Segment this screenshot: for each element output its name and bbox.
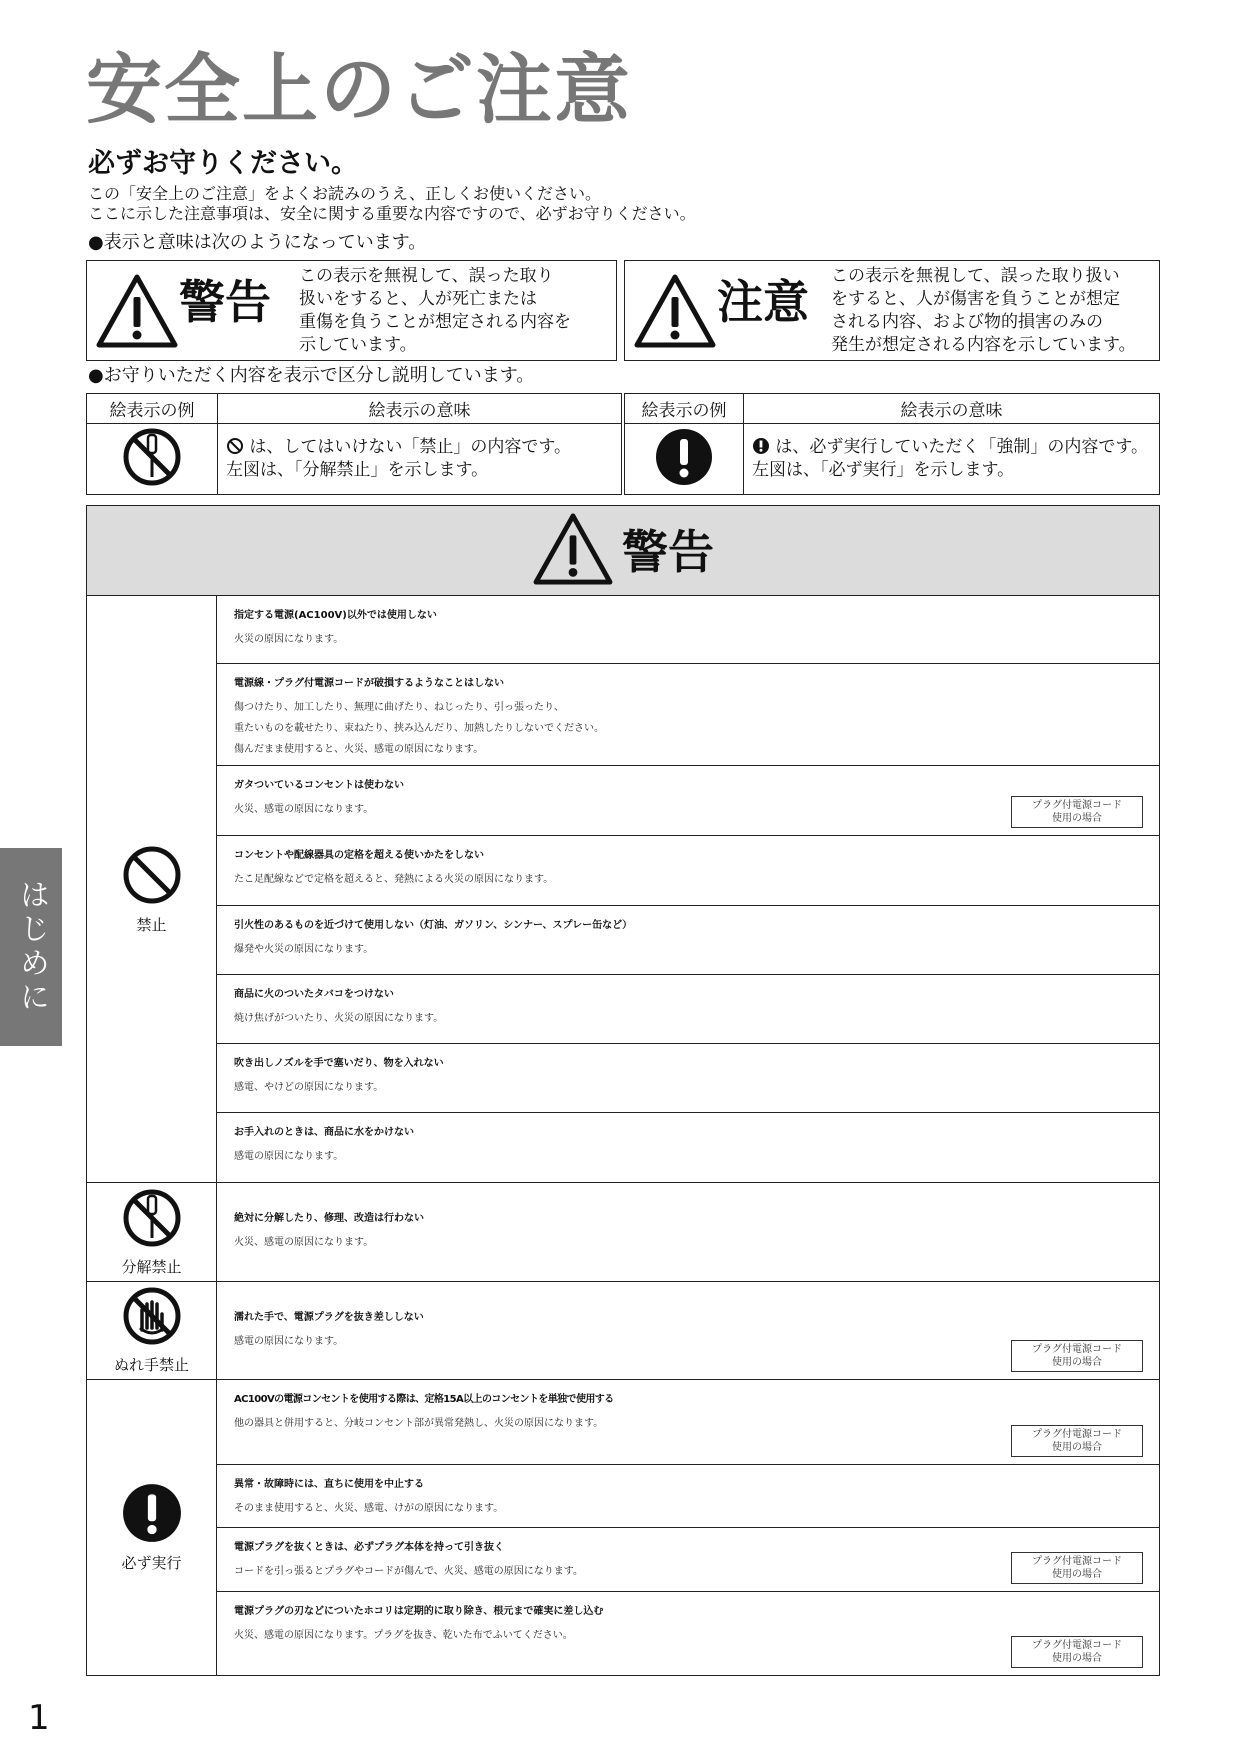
intro-line: この「安全上のご注意」をよくお読みのうえ、正しくお使いください。 xyxy=(88,184,601,203)
no-wet-hands-label: ぬれ手禁止 xyxy=(113,1356,189,1374)
mandatory-action-icon xyxy=(121,1482,183,1544)
item-heading: 電源プラグを抜くときは、必ずプラグ本体を持って引き抜く xyxy=(234,1542,504,1553)
item-description: 火災、感電の原因になります。プラグを抜き、乾いた布でふいてください。 xyxy=(234,1630,573,1641)
must-do-label: 必ず実行 xyxy=(121,1554,182,1572)
header-example: 絵表示の例 xyxy=(625,394,744,424)
item-description: 焼け焦げがついたり、火災の原因になります。 xyxy=(234,1013,444,1024)
mandatory-line2: 左図は、「必ず実行」を示します。 xyxy=(752,460,1015,480)
warning-item xyxy=(217,1282,1160,1380)
prohibit-line1: は、してはいけない「禁止」の内容です。 xyxy=(249,437,572,457)
warning-description xyxy=(299,265,571,357)
mandatory-symbol-table xyxy=(624,393,1160,495)
no-disassembly-example-cell xyxy=(87,424,218,495)
prohibit-label: 禁止 xyxy=(136,915,167,934)
no-wet-hands-icon xyxy=(122,1286,182,1346)
warning-item xyxy=(217,906,1160,975)
plug-cord-tag: プラグ付電源コード 使用の場合 xyxy=(1011,1425,1143,1457)
item-heading: ガタついているコンセントは使わない xyxy=(234,780,404,791)
intro-line: ここに示した注意事項は、安全に関する重要な内容ですので、必ずお守りください。 xyxy=(88,204,696,223)
item-description: 他の器具と併用すると、分岐コンセント部が異常発熱し、火災の原因になります。 xyxy=(234,1418,604,1429)
item-description: 火災、感電の原因になります。 xyxy=(234,1237,374,1248)
header-meaning: 絵表示の意味 xyxy=(744,394,1160,424)
warning-banner xyxy=(87,506,1160,596)
must-do-group-cell xyxy=(87,1380,217,1676)
warning-item xyxy=(217,836,1160,906)
warning-banner-title: 警告 xyxy=(622,524,714,579)
warning-word: 警告 xyxy=(179,275,271,329)
desc-line: 発生が想定される内容を示しています。 xyxy=(831,335,1136,355)
intro-text xyxy=(88,184,696,224)
warning-item xyxy=(217,1183,1160,1282)
subtitle: 必ずお守りください。 xyxy=(88,148,358,179)
item-description: 感電の原因になります。 xyxy=(234,1336,344,1347)
mandatory-example-cell xyxy=(625,424,744,495)
item-heading: AC100Vの電源コンセントを使用する際は、定格15A以上のコンセントを単独で使用する xyxy=(234,1394,614,1405)
item-description: コードを引っ張るとプラグやコードが傷んで、火災、感電の原因になります。 xyxy=(234,1566,583,1577)
item-description: たこ足配線などで定格を超えると、発熱による火災の原因になります。 xyxy=(234,874,554,885)
no-disassembly-group-cell xyxy=(87,1183,217,1282)
item-description: 火災の原因になります。 xyxy=(234,634,344,645)
section-side-tab: はじめに xyxy=(0,848,62,1046)
item-heading: 異常・故障時には、直ちに使用を中止する xyxy=(234,1479,424,1490)
warning-triangle-icon xyxy=(95,273,179,349)
warning-item xyxy=(217,1592,1160,1676)
desc-line: 重傷を負うことが想定される内容を xyxy=(299,312,571,332)
prohibit-symbol-table xyxy=(86,393,622,495)
no-wet-hands-group-cell xyxy=(87,1282,217,1380)
warning-item xyxy=(217,1044,1160,1113)
item-description: 重たいものを載せたり、束ねたり、挟み込んだり、加熱したりしないでください。 xyxy=(234,723,604,734)
plug-cord-tag: プラグ付電源コード 使用の場合 xyxy=(1011,1340,1143,1372)
header-example: 絵表示の例 xyxy=(87,394,218,424)
caution-triangle-icon xyxy=(633,273,717,349)
mandatory-small-icon xyxy=(752,437,770,455)
item-description: 感電の原因になります。 xyxy=(234,1151,344,1162)
item-heading: 指定する電源(AC100V)以外では使用しない xyxy=(234,610,437,621)
desc-line: この表示を無視して、誤った取り xyxy=(299,266,554,286)
page-number: 1 xyxy=(28,1698,50,1738)
prohibit-line2: 左図は、「分解禁止」を示します。 xyxy=(226,460,489,480)
item-description: 傷つけたり、加工したり、無理に曲げたり、ねじったり、引っ張ったり、 xyxy=(234,702,564,713)
desc-line: をすると、人が傷害を負うことが想定 xyxy=(831,289,1120,309)
prohibit-small-icon xyxy=(226,437,244,455)
page-title: 安全上のご注意 xyxy=(86,45,632,134)
prohibit-meaning xyxy=(218,424,622,495)
mandatory-action-icon xyxy=(654,427,714,487)
item-description: 爆発や火災の原因になります。 xyxy=(234,944,374,955)
warning-item xyxy=(217,596,1160,664)
item-description: 感電、やけどの原因になります。 xyxy=(234,1082,384,1093)
plug-cord-tag: プラグ付電源コード 使用の場合 xyxy=(1011,1552,1143,1584)
item-description: 火災、感電の原因になります。 xyxy=(234,804,374,815)
warning-table xyxy=(86,505,1160,1676)
no-disassembly-icon xyxy=(122,427,182,487)
item-heading: お手入れのときは、商品に水をかけない xyxy=(234,1127,414,1138)
item-heading: 吹き出しノズルを手で塞いだり、物を入れない xyxy=(234,1058,444,1069)
plug-cord-tag: プラグ付電源コード 使用の場合 xyxy=(1011,796,1143,828)
desc-line: される内容、および物的損害のみの xyxy=(831,312,1103,332)
warning-item xyxy=(217,766,1160,836)
warning-item xyxy=(217,1528,1160,1592)
header-meaning: 絵表示の意味 xyxy=(218,394,622,424)
item-heading: 電源線・プラグ付電源コードが破損するようなことはしない xyxy=(234,678,504,689)
warning-item xyxy=(217,1380,1160,1465)
no-disassembly-label: 分解禁止 xyxy=(121,1257,182,1276)
mandatory-line1: は、必ず実行していただく「強制」の内容です。 xyxy=(775,437,1149,457)
item-heading: 商品に火のついたタバコをつけない xyxy=(234,989,394,1000)
item-heading: コンセントや配線器具の定格を超える使いかたをしない xyxy=(234,850,484,861)
plug-cord-tag: プラグ付電源コード 使用の場合 xyxy=(1011,1636,1143,1668)
warning-item xyxy=(217,664,1160,766)
caution-legend-box xyxy=(624,260,1160,361)
item-description: 傷んだまま使用すると、火災、感電の原因になります。 xyxy=(234,744,484,755)
mandatory-meaning xyxy=(744,424,1160,495)
item-description: そのまま使用すると、火災、感電、けがの原因になります。 xyxy=(234,1503,504,1514)
caution-word: 注意 xyxy=(717,275,809,329)
warning-banner-icon xyxy=(532,512,614,586)
item-heading: 電源プラグの刃などについたホコリは定期的に取り除き、根元まで確実に差し込む xyxy=(234,1606,604,1617)
prohibit-icon xyxy=(121,844,183,906)
warning-item xyxy=(217,1465,1160,1528)
warning-item xyxy=(217,975,1160,1044)
symbols-bullet: ●お守りいただく内容を表示で区分し説明しています。 xyxy=(88,365,535,386)
legend-bullet: ●表示と意味は次のようになっています。 xyxy=(88,232,427,253)
item-heading: 絶対に分解したり、修理、改造は行わない xyxy=(234,1213,424,1224)
warning-legend-box xyxy=(86,260,617,361)
warning-item xyxy=(217,1113,1160,1183)
item-heading: 濡れた手で、電源プラグを抜き差ししない xyxy=(234,1312,424,1323)
desc-line: この表示を無視して、誤った取り扱い xyxy=(831,266,1120,286)
prohibit-group-cell xyxy=(87,596,217,1183)
desc-line: 示しています。 xyxy=(299,335,417,355)
desc-line: 扱いをすると、人が死亡または xyxy=(299,289,537,309)
caution-description xyxy=(831,265,1136,357)
no-disassembly-icon xyxy=(122,1188,182,1248)
item-heading: 引火性のあるものを近づけて使用しない（灯油、ガソリン、シンナー、スプレー缶など） xyxy=(234,920,633,931)
